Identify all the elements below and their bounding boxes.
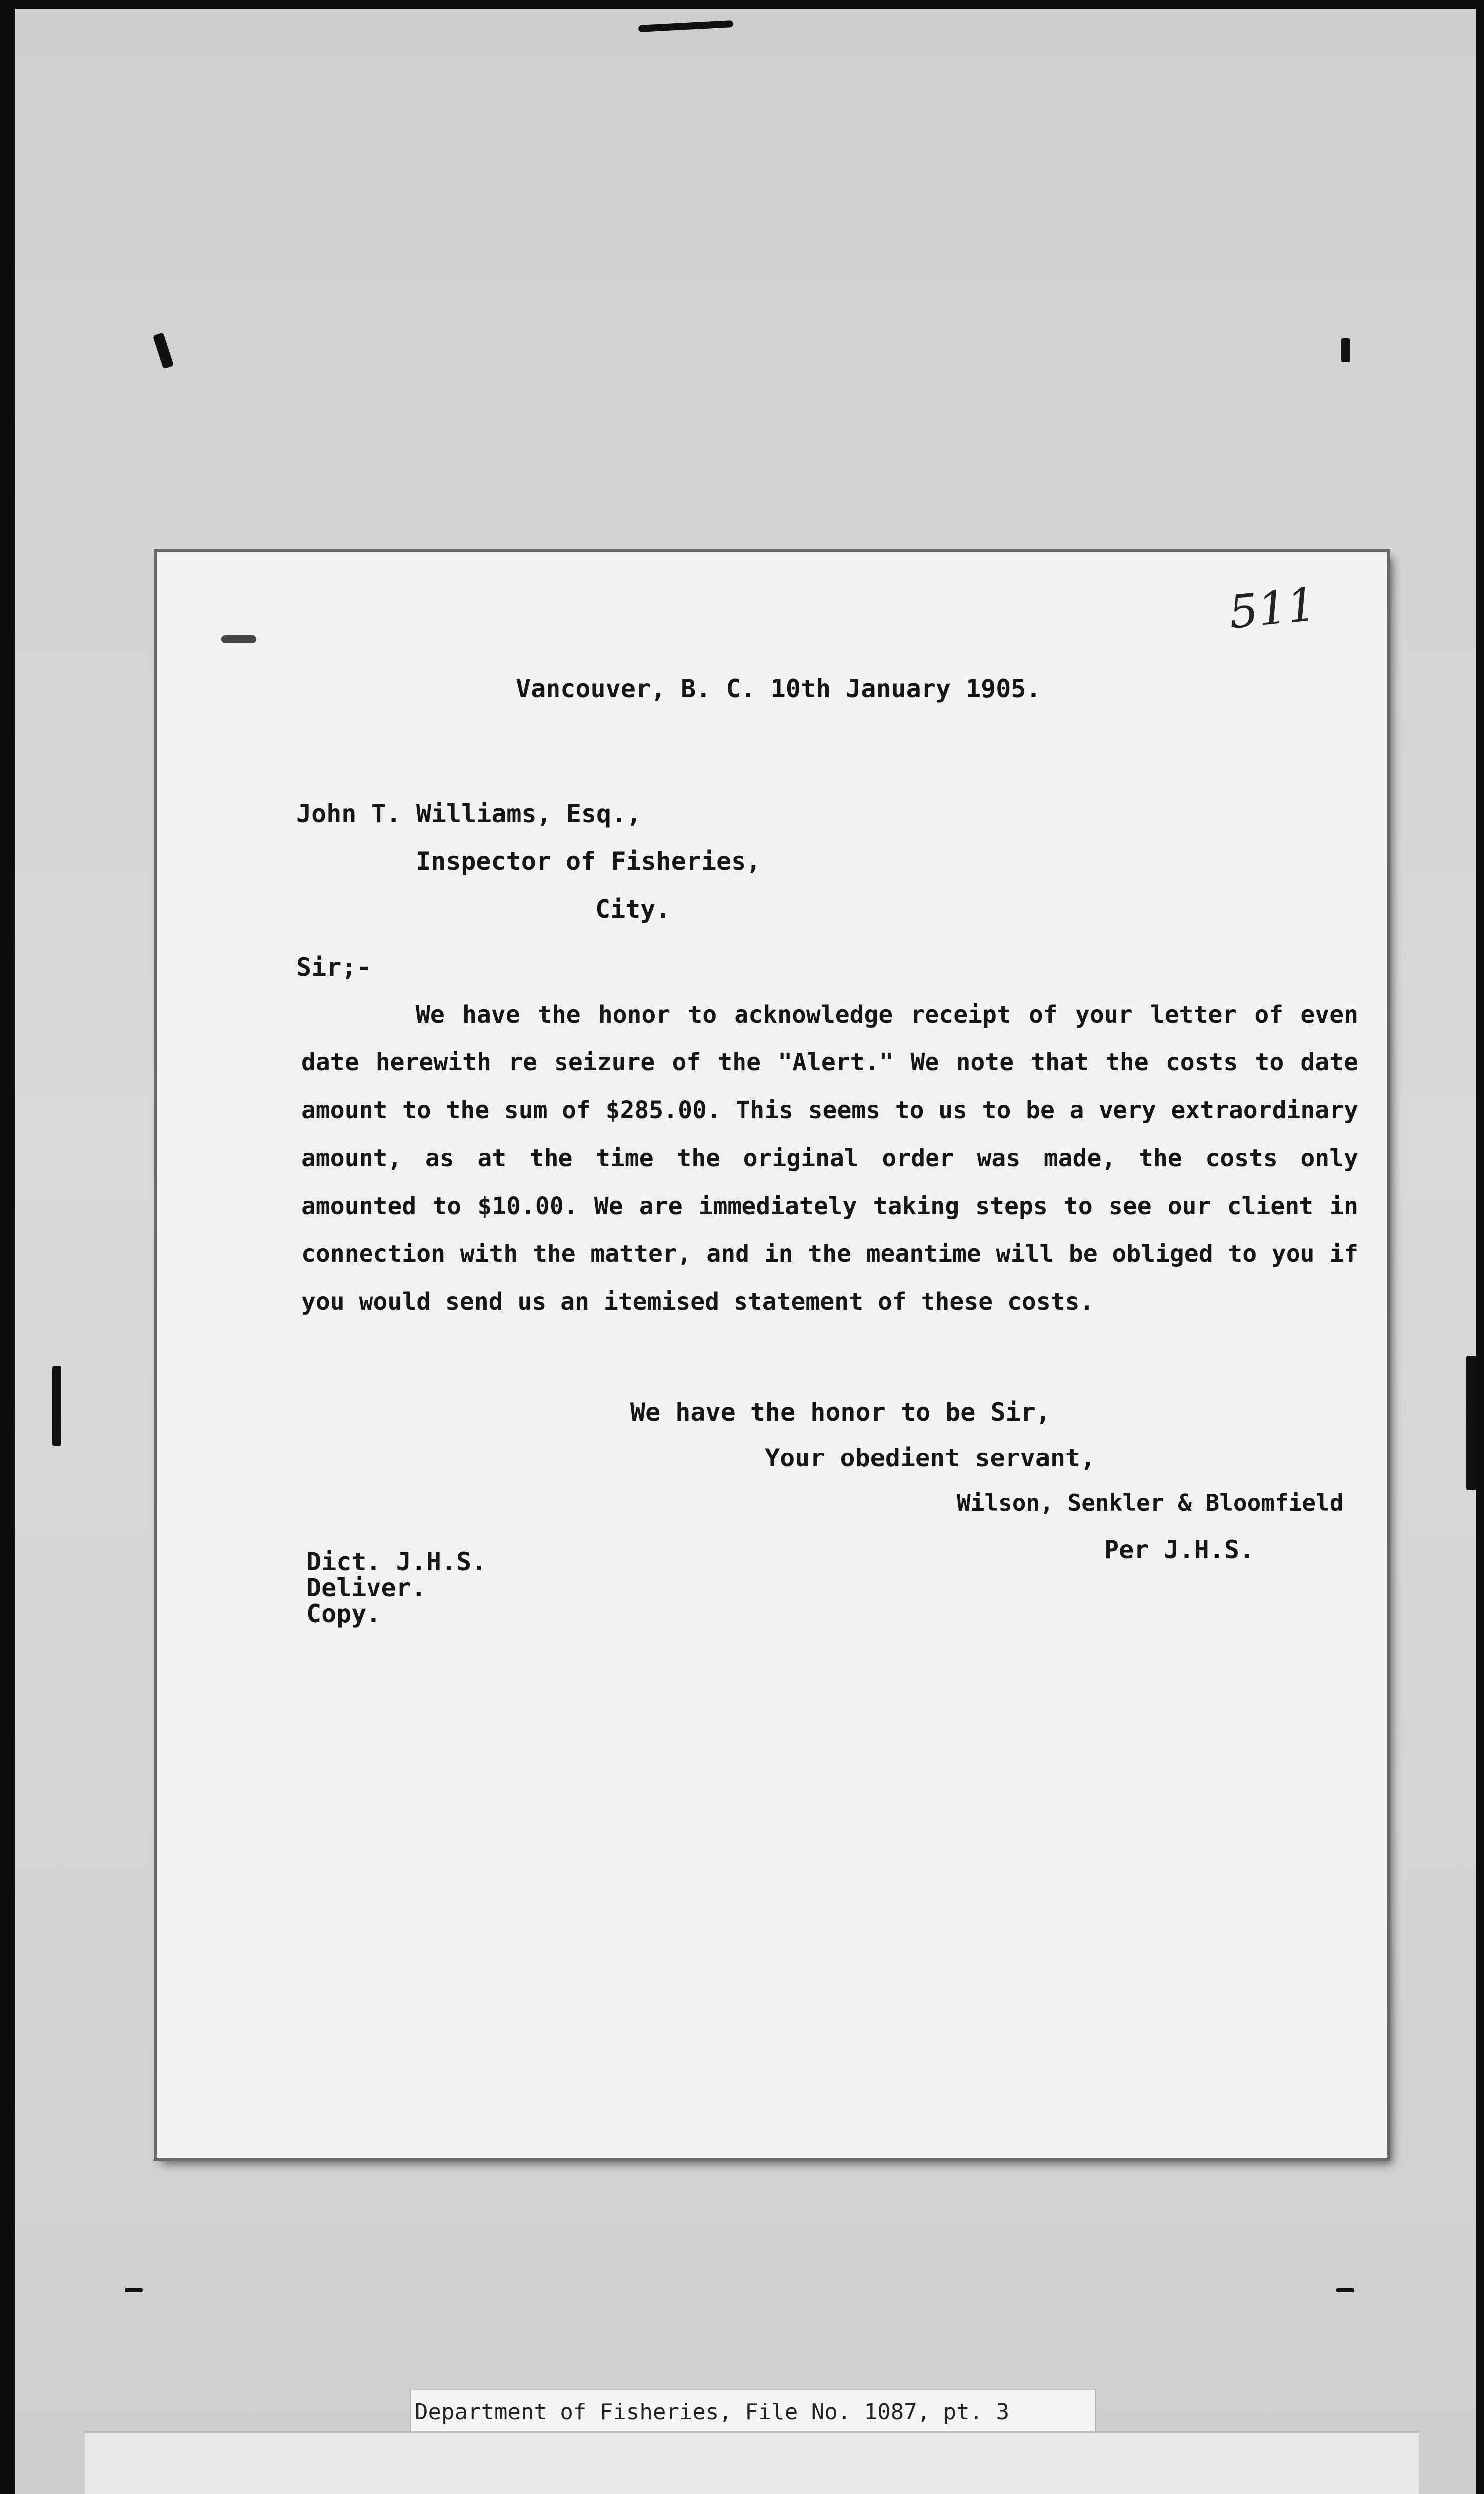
closing-line-2: Your obedient servant, [765, 1444, 1096, 1472]
film-mark-top [638, 20, 733, 32]
page-number: 511 [1226, 577, 1319, 639]
paper-clip-mark [221, 635, 256, 643]
archives-stamp [85, 2433, 1419, 2494]
recipient-name: John T. Williams, Esq., [296, 799, 642, 828]
letter-place-date: Vancouver, B. C. 10th January 1905. [516, 674, 1041, 703]
film-mark-left-mid [52, 1366, 61, 1446]
film-mark-right-mid [1466, 1356, 1476, 1490]
salutation: Sir;- [296, 953, 371, 982]
recipient-title: Inspector of Fisheries, [416, 847, 761, 876]
film-mark-right-top [1341, 338, 1350, 362]
signature-per: Per J.H.S. [1104, 1535, 1255, 1564]
notation-deliver: Deliver. [306, 1573, 426, 1602]
film-mark-left-bottom [125, 2288, 143, 2292]
film-mark-right-bottom [1336, 2288, 1354, 2292]
film-mark-left-top [153, 332, 174, 369]
file-reference-label: Department of Fisheries, File No. 1087, pt. 3 [410, 2389, 1096, 2435]
signature-firm: Wilson, Senkler & Bloomfield [957, 1489, 1344, 1516]
closing-line-1: We have the honor to be Sir, [630, 1398, 1051, 1427]
notation-dictated: Dict. J.H.S. [306, 1547, 487, 1576]
notation-copy: Copy. [306, 1599, 381, 1628]
recipient-city: City. [595, 895, 671, 924]
letter-body: We have the honor to acknowledge receipt of your letter of even date herewith re seizure of the "Alert." We note that the costs to date amount to the sum of $285.00. This seems to us to be a very extraordinary amount, as at the time the original order was made, the costs only amounted to $10.00. We are immediately taking steps to see our client in connection with the matter, and in the meantime will be obliged to you if you would send us an itemised statement of these costs. [301, 1001, 1358, 1316]
letter-page [157, 552, 1387, 2158]
